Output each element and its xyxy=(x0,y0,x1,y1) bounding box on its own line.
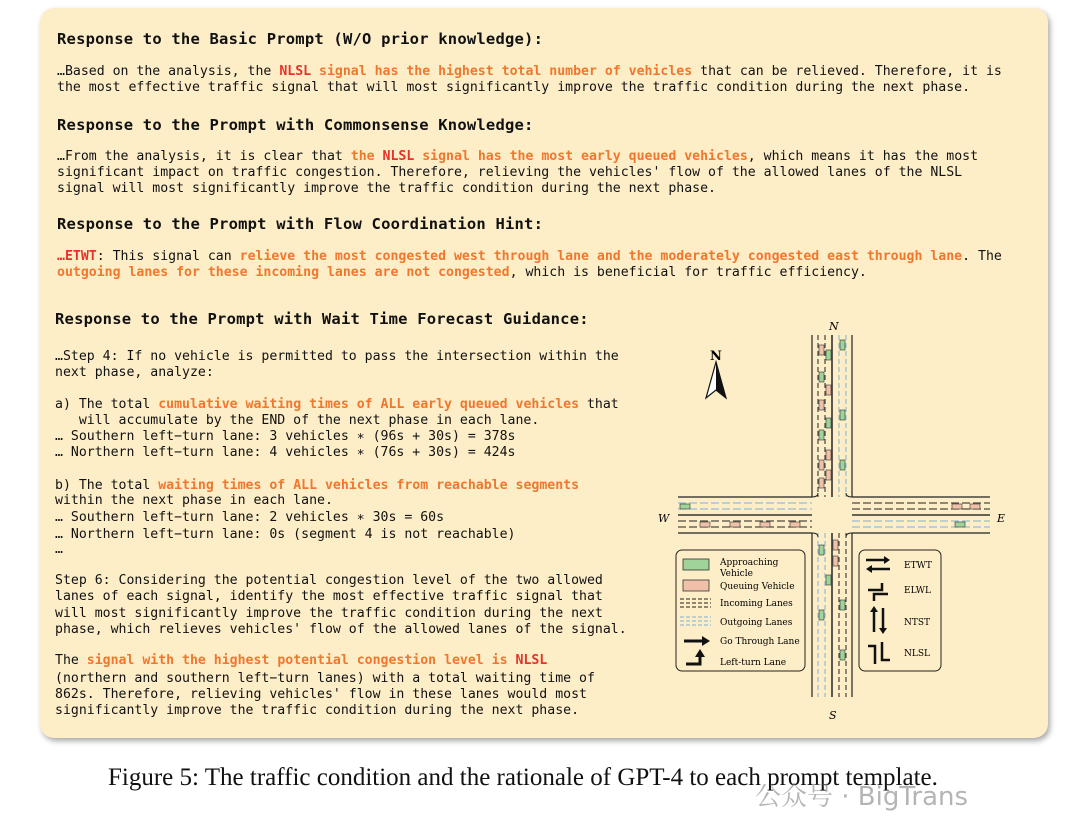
item-b-line-5: … xyxy=(55,542,63,557)
watermark: 公众号 · BigTrans xyxy=(755,782,969,812)
vehicle xyxy=(819,460,824,470)
legend-etwt-label: ETWT xyxy=(904,561,932,571)
highlight-orange: relieve the most congested west through lane and the moderately congested east through lane xyxy=(239,249,963,264)
vehicle xyxy=(840,600,845,610)
compass-n: N xyxy=(829,320,839,333)
text-run: that xyxy=(579,397,619,412)
text-run: a) The total xyxy=(55,397,159,412)
vehicle xyxy=(819,610,824,620)
step6-line-2: lanes of each signal, identify the most effective traffic signal that xyxy=(55,589,603,604)
item-b-line-3: … Southern left−turn lane: 2 vehicles ∗ 30s = 60s xyxy=(55,510,445,525)
basic-line-2: the most effective traffic signal that will most significantly improve the traffic condition during the next phase. xyxy=(57,80,971,95)
heading-waittime-prompt: Response to the Prompt with Wait Time Forecast Guidance: xyxy=(55,310,589,328)
legend-vehicle-label: Vehicle xyxy=(720,569,753,579)
vehicle xyxy=(833,540,838,550)
item-b-line-4: … Northern left−turn lane: 0s (segment 4 is not reachable) xyxy=(55,527,516,542)
text-run: , which is beneficial for traffic efficiency. xyxy=(509,265,867,280)
compass-w: W xyxy=(658,512,670,525)
highlight-red: NLSL xyxy=(515,653,548,668)
highlight-orange: waiting times of ALL vehicles from reachable segments xyxy=(158,478,580,493)
vehicle xyxy=(819,430,824,440)
highlight-orange: signal with the highest potential congestion level is xyxy=(86,653,516,668)
legend-approaching-swatch xyxy=(683,559,709,570)
step6-line-1: Step 6: Considering the potential congestion level of the two allowed xyxy=(55,573,603,588)
vehicle xyxy=(819,545,824,555)
text-run: The xyxy=(55,653,87,668)
vehicle xyxy=(819,345,824,355)
vehicle xyxy=(970,504,980,509)
north-south-lane-lines xyxy=(818,335,846,697)
vehicle xyxy=(826,418,831,428)
item-a-line-4: … Northern left−turn lane: 4 vehicles ∗ (76s + 30s) = 424s xyxy=(55,445,516,460)
highlight-orange: signal has the highest total number of vehicles xyxy=(311,64,693,79)
figure-caption: Figure 5: The traffic condition and the rationale of GPT-4 to each prompt template. xyxy=(108,764,938,791)
legend-approaching-label: Approaching xyxy=(720,558,779,568)
conclusion-line-2: (northern and southern left−turn lanes) with a total waiting time of xyxy=(55,671,595,686)
heading-basic-prompt: Response to the Basic Prompt (W/O prior knowledge): xyxy=(57,30,544,48)
step4-line-1: …Step 4: If no vehicle is permitted to pass the intersection within the xyxy=(55,349,619,364)
legend-ntst-label: NTST xyxy=(904,618,931,628)
step4-line-2: next phase, analyze: xyxy=(55,365,214,380)
vehicle xyxy=(952,504,962,509)
item-a-line-2: will accumulate by the END of the next phase in each lane. xyxy=(55,413,540,428)
legend-nlsl-label: NLSL xyxy=(904,649,930,659)
item-b-line-2: within the next phase in each lane. xyxy=(55,493,333,508)
compass-s: S xyxy=(829,709,837,722)
vehicle xyxy=(730,522,740,527)
highlight-orange: signal has the most early queued vehicles xyxy=(414,149,748,164)
vehicle xyxy=(840,460,845,470)
east-west-lane-lines xyxy=(678,503,990,527)
compass-e: E xyxy=(997,512,1006,525)
highlight-orange: cumulative waiting times of ALL early queued vehicles xyxy=(158,397,580,412)
vehicle xyxy=(840,650,845,660)
legend-go-through-label: Go Through Lane xyxy=(720,637,800,647)
vehicle xyxy=(826,575,831,585)
highlight-red: NLSL xyxy=(279,64,312,79)
vehicle xyxy=(819,372,824,382)
vehicle xyxy=(826,350,831,360)
vehicle xyxy=(826,450,831,460)
conclusion-line-3: 862s. Therefore, relieving vehicles' flow in these lanes would most xyxy=(55,687,587,702)
vehicle xyxy=(833,556,838,566)
vehicle xyxy=(819,400,824,410)
vehicle xyxy=(790,522,800,527)
text-run: . The xyxy=(962,249,1002,264)
text-run: : This signal can xyxy=(96,249,240,264)
north-arrow-label: N xyxy=(710,349,722,364)
highlight-orange: outgoing lanes for these incoming lanes are not congested xyxy=(57,265,510,280)
text-run: …From the analysis, it is clear that xyxy=(57,149,351,164)
highlight-orange: the xyxy=(350,149,383,164)
text-run: …Based on the analysis, the xyxy=(57,64,280,79)
highlight-red: …ETWT xyxy=(57,249,97,264)
conclusion-line-4: significantly improve the traffic condition during the next phase. xyxy=(55,703,580,718)
vehicle xyxy=(760,522,770,527)
vehicle xyxy=(826,385,831,395)
step6-line-4: phase, which relieves vehicles' flow of the allowed lanes of the signal. xyxy=(55,622,627,637)
legend-outgoing-label: Outgoing Lanes xyxy=(720,618,793,628)
vehicle xyxy=(700,522,710,527)
vehicle xyxy=(840,410,845,420)
heading-commonsense-prompt: Response to the Prompt with Commonsense Knowledge: xyxy=(57,116,534,134)
text-run: that can be relieved. Therefore, it is xyxy=(692,64,1002,79)
text-run: b) The total xyxy=(55,478,159,493)
heading-flow-prompt: Response to the Prompt with Flow Coordination Hint: xyxy=(57,215,544,233)
legend-queuing-swatch xyxy=(683,580,709,591)
legend-elwl-label: ELWL xyxy=(904,586,931,596)
vehicle xyxy=(680,504,690,509)
vehicle xyxy=(955,522,965,527)
vehicle xyxy=(826,470,831,480)
legend-queuing-label: Queuing Vehicle xyxy=(720,582,795,592)
commonsense-line-2: significant impact on traffic congestion. Therefore, relieving the vehicles' flow of the allowed lanes of the NLSL xyxy=(57,165,963,180)
vehicle xyxy=(840,340,845,350)
step6-line-3: will most significantly improve the traffic condition during the next xyxy=(55,606,603,621)
commonsense-line-3: signal will most significantly improve the traffic condition during the next phase. xyxy=(57,181,716,196)
north-arrow-icon xyxy=(706,362,726,398)
intersection-box xyxy=(812,493,852,537)
legend-left-turn-label: Left-turn Lane xyxy=(720,658,787,668)
highlight-red: NLSL xyxy=(382,149,415,164)
vehicle xyxy=(819,478,824,488)
legend-incoming-label: Incoming Lanes xyxy=(720,599,793,609)
item-a-line-3: … Southern left−turn lane: 3 vehicles ∗ (96s + 30s) = 378s xyxy=(55,429,516,444)
text-run: , which means it has the most xyxy=(747,149,979,164)
